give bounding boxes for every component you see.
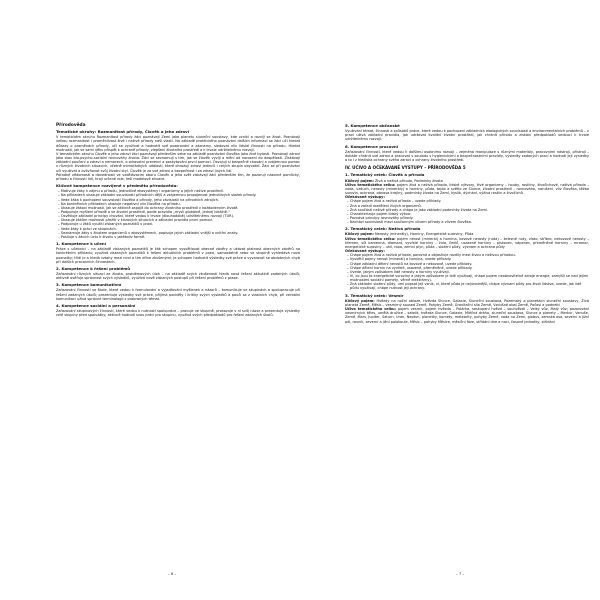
list-item: – Vysvětlí pojmy nerost (minerál) a hornina, uvede příklady. (345, 257, 589, 261)
list-item: – Motivuje žáky k zájmu o přírodu, jednotlivé ekosystémy i organizmy a jejich nežive prostředí. (56, 189, 300, 193)
key-concept-label: Klíčový pojem: (345, 178, 374, 183)
competence-4-text: Zařazování skupinových činností, které vedou k nutnosti spolupráce – pracuje ve skupině, prosazuje v ní svůj názor a prezentuje výsledky celé skupiny před spolužáky; aktivně hodnotí svou práci pro skupinu, využívá svých předpokladů pro řešení zadaných úkolů. (56, 309, 300, 318)
topic-2-outcomes (345, 253, 589, 290)
competence-5-heading: 5. Kompetence občanské (345, 123, 400, 128)
list-item: – Chápe základní dělení nerostů na kovové a nekovové, uvede příklady. (345, 262, 589, 266)
list-item: – Chápe pojem živá a neživá příroda, porovná a objasňuje rozdíly mezi živou a neživou přírodou. (345, 253, 589, 257)
curriculum-heading: IV. UČIVO A OČEKÁVANÉ VÝSTUPY – PŘÍRODOVĚDA 5 (345, 165, 466, 171)
list-item: – Zná a zařadí rozdělení živých organizmů. (345, 204, 589, 208)
competence-3-heading: 3. Kompetence komunikativní (56, 282, 122, 288)
competence-1-text: Práce s učebnicí – na základě získaných poznatků je žák schopen vysvětlovat obecné závěry a ukázat platnost obecných závěrů na konkrétním příkladu; využívá získaných poznatků k řešení aktuálních problémů v praxi, samostatně nebo ve skupině vyhledává nová poznatky; třídí je a hledá vztahy mezi nimi a tím dříve zkušenými; je schopen hodnotit výsledky své práce a vyvarovat se obdobných chyb při dalších pracovních činnostech. (56, 247, 300, 264)
expected-outcomes-label: Očekávané výstupy: (345, 195, 385, 200)
topic-2-content (345, 237, 589, 249)
intro-paragraph-2: V tematickém okruhu Člověk a jeho zdraví žáci poznávají především sebe na základě poznávání člověka jako živé bytosti. Poznávají zdraví jako stav bio-psycho-sociální rovnováhy života. Žáci se seznamují s tím, jak se člověk vyvíjí a mění od narození do dospělosti. Získávají základní poučení o zdraví a nemocech, o zdravotní prevenci a poskytování první pomoci. Osvojují si bezpečné chování a vzájemnou pomoc v různých životních situacích, včetně mimořádných událostí, které ohrožují zdraví jedinců i celých skupin obyvatel. Žáci se při poznávání učí využívat a ovlivňovat svůj životní styl. Člověk je za své zdraví a bezpečnost i za zdraví jiných lidí. (56, 151, 300, 173)
list-item: – Posiluje v žácích úctu k životu v jakékoliv formě. (56, 235, 300, 239)
list-item: – Seznamuje žáky s životem organizmů v ekosystémech, popisuje jejich základní vnější a vnitřní znaky. (56, 231, 300, 235)
page-number-right: – 7 – (456, 572, 465, 576)
list-item: – Ukazuje žákům možnosti přežití v krizových situacích a základní pravidla první pomoci. (56, 218, 300, 222)
content-label: Učivo tematického celku: (345, 236, 396, 241)
competence-2-heading: 2. Kompetence k řešení problémů (56, 265, 131, 271)
list-item: – Na konkrétních příkladech ukazuje negativní vliv člověka na přírodu. (56, 202, 300, 206)
topic-3-content (345, 307, 589, 324)
list-item: – Uvede, jakým způsobem lidé nerosty a horniny využívají. (345, 270, 589, 274)
topic-1-outcomes (345, 199, 589, 224)
list-item: – Na příkladech ukazuje základní souvislosti přírodních dějů a vzájemnou propojenost jednotlivých složek přírody. (56, 193, 300, 197)
competence-4-heading: 4. Kompetence sociální a personální (56, 302, 136, 308)
key-concept-text: Živá a neživá příroda, Podmínky života (375, 178, 443, 183)
key-concept-text: Nerosty (minerály), Horniny, Energetické suroviny, Půda (375, 232, 474, 237)
topic-2-heading: 2. Tematický celek: Neživá příroda (345, 226, 421, 232)
list-item: – Podporuje u žáků využití získaných poznatků v praxi. (56, 222, 300, 226)
intro-paragraph-1: V tematickém okruhu Rozmanitost přírody žáci poznávají Zemi jako planetu sluneční soustavy, kde vznikl a rozvíjí se život. Poznávají velkou rozmanitost i proměnlivost živé i neživé přírody naší vlasti. Na základě praktického poznávání dalších informací se žáci učí hledat důkazy o proměnách přírody, učí se využívat a hodnotit své pozorování a záznamy, sledovat vliv lidské činnosti na přírodu. Hledat možnosti, jak se sami věku přispět k ochraně přírody, zlepšení životního prostředí a k trvale udržitelnému rozvoji. (56, 135, 300, 152)
list-item: – Poznává principy rovnováhy přírody. (345, 216, 589, 220)
competence-6-heading: 6. Kompetence pracovní (345, 143, 399, 149)
list-item: – Chápe dělení hornin na vyvřelé, usazené, přeměněné, uvede příklady. (345, 266, 589, 270)
intro-heading: Tematické okruhy: Rozmanitost přírody, Člověk a jeho zdraví (56, 129, 190, 135)
list-item: – Podporuje myšlení přírodě a ve životní prostředí, podle pravidla „myslí globálně, jednej lokálně.“ (56, 210, 300, 214)
content-text: pojem nerost (minerál) a hornina, kovové nerosty (ruda) – železné rudy, zlato, stříbro, nekovové nerosty – křemen, sůl kamenná, diamant, vyvřelé horniny – žula, čedič, usazené horniny – pískovec, vápenec, přeměněné horniny – mramor, energetické suroviny – uhlí, ropa, zemní plyn, půda – složení půdy, význam a ochrana půdy (345, 236, 589, 249)
content-label: Učivo tematického celku: (345, 182, 396, 187)
expected-outcomes-label: Očekávané výstupy: (345, 249, 385, 254)
list-item: – Osvětluje základní principy chování, které vedou k trvale (dlouhodobě) udržitelnému rozvoji (TUR). (56, 214, 300, 218)
topic-3-key-concepts (345, 299, 589, 307)
competence-1-heading: 1. Kompetence k učení (56, 241, 106, 247)
list-item: – Charakterizuje pojem lidský výtvor. (345, 212, 589, 216)
topic-1-heading: 1. Tematický celek: Člověk a příroda (345, 172, 425, 178)
topic-1-content (345, 183, 589, 195)
topic-3-heading: 3. Tematický celek: Vesmír (345, 292, 404, 298)
left-page (56, 124, 300, 317)
right-page (345, 124, 589, 324)
list-item: – Zná základní složení půdy, umí popsat její vznik, ví, které půda je nejúrodnější, chápe význam půdy pro život lidstva, uvede, jak lidé půdu využívají, chápe nutnost její ochrany. (345, 282, 589, 290)
key-concept-label: Klíčový pojem: (345, 232, 374, 237)
key-competences-list (56, 189, 300, 239)
page-number-left: – 6 – (168, 572, 177, 576)
key-concept-text: Hvězdy na noční obloze, Hvězda Slunce, Galaxie, Sluneční soustava, Pozemský a planetách sluneční soustavy, Živá planeta Země, Měsíc – vesmírný soused Země, Pohyby Země, Gravitační síla Země, Vzdušné obal Země, Počasí a podnebí (345, 298, 589, 307)
competence-6-text: Zařazování činností, které vedou k dalšímu osobnímu rozvoji – zejména manipulace s různými materiály, pracovními nástroji, přístroji – dokáže chránit své zdraví a pracovat v souladu s hygienickými a bezpečnostními pravidly, výsledky zadaných prací a hodnotí její výsledky a to i z hlediska ochrany svého zdraví a ochrany životního prostředí. (345, 149, 589, 163)
competence-5-text: Využívání témat, činností a způsobů práce, které vedou k pochopení základních ekologických souvislostí a environmentálních problémů – v praxi užívá základní pravidla, jak udržovat kvalitní životní prostředí, jak chránit přírodu a získání předpokladů vedoucí k trvale udržitelnému rozvoji. (345, 129, 589, 142)
list-item: – Nachází souvislosti mezi součanným vlivem přírody a vlivem člověka. (345, 220, 589, 224)
key-concept-label: Klíčový pojem: (345, 298, 375, 303)
content-text: pojem vesmír, pojem hvězda – Polárka, seskupení hvězd – souhvězdí – Velký vůz, Malý vůz; pozorování vesmírných těles, umělá družice – satelit, hvězda Slunce, Galaxie, Mléčná dráha, sluneční soustava, Slunce a planety – Merkur, Venuše, Země, Mars, Jupiter, Saturn, Uran, Neptun, planetky, komety, meteority, pohyby Země, voda na Zemi, globus, zemská osa, severní a jižní pól, rovník, severní a jižní polokoule, Měsíc – pohyby Měsíce, měsíční fáze, střídání dne a noci, časové jednotky, střídání (345, 307, 589, 324)
intro-paragraph-3: Pořadné vědomosti a dovednosti ve vzdělávacím oboru Člověk a jeho svět získávají žáci především tím, že pozorují názorné pomůcky, přírodu a činnosti lidí, hrají určené role, řeší modelové situace. (56, 172, 300, 181)
competence-3-text: Zařazování činností ve škole, které vedou k formulování a vyjadřování myšlenek a názorů – komunikuje ve skupinách a spolupracuje při řešení zadaných úkolů; prezentuje výsledky své práce, přijímá podněty i kritiky svých výsledků a poučí se z vlastních chyb, při verbální komunikaci užívá správné terminologii z probraných témat. (56, 288, 300, 301)
section-title: Přírodověda (56, 123, 86, 128)
competence-2-text: Zařazování různých situací ze života, problémových úloh – na základě svých zkušeností hledá nová řešení aktuálně zadaných úkolů; aktivně ověřuje správnost svých výsledků, využívá nově získaných postupů při řešení problémů z praxe. (56, 272, 300, 281)
list-item: – Ukazuje žákovi možnosti, jak se aktivně zapojit do ochrany životního prostředí v každodenním životě. (56, 206, 300, 210)
list-item: – Vede žáka k pochopení souvislostí člověka a přírody, jeho závislosti na přírodních zdrojích. (56, 198, 300, 202)
list-item: – Chápe pojem živá a neživá příroda – uvede příklady. (345, 199, 589, 203)
content-label: Učivo tematického celku: (345, 307, 397, 312)
list-item: – Ví, co jsou to energetické suroviny a jakým způsobem je lidé využívají, chápe pojem neobnovitelné zdroje energie, zamýšlí se nad jejími možnostmi sociální pamety, věrné elektrárny). (345, 274, 589, 282)
list-item: – Vede žáky k práci ve skupinách. (56, 227, 300, 231)
key-competences-heading: Klíčové kompetence rozvíjené v předmětu přírodověda: (56, 183, 178, 189)
content-text: pojem živá a neživá příroda, lidské výtvory, živé organizmy – houby, rostliny, živočichové, neživá příroda – voda, vzduch, nerosty (minerály) a horniny, půda, teplo a světlo ze Slunce, životní prostředí – rovnováha, narušení, vliv člověka, těžba surovin, ochrana, obnova krajiny, podmínky života na Zemi, kyslík, dýchání, výživa rostlin a živočichů (345, 182, 589, 196)
list-item: – Zná součásti neživé přírody a chápe je jako základní podmínky života na Zemi. (345, 208, 589, 212)
